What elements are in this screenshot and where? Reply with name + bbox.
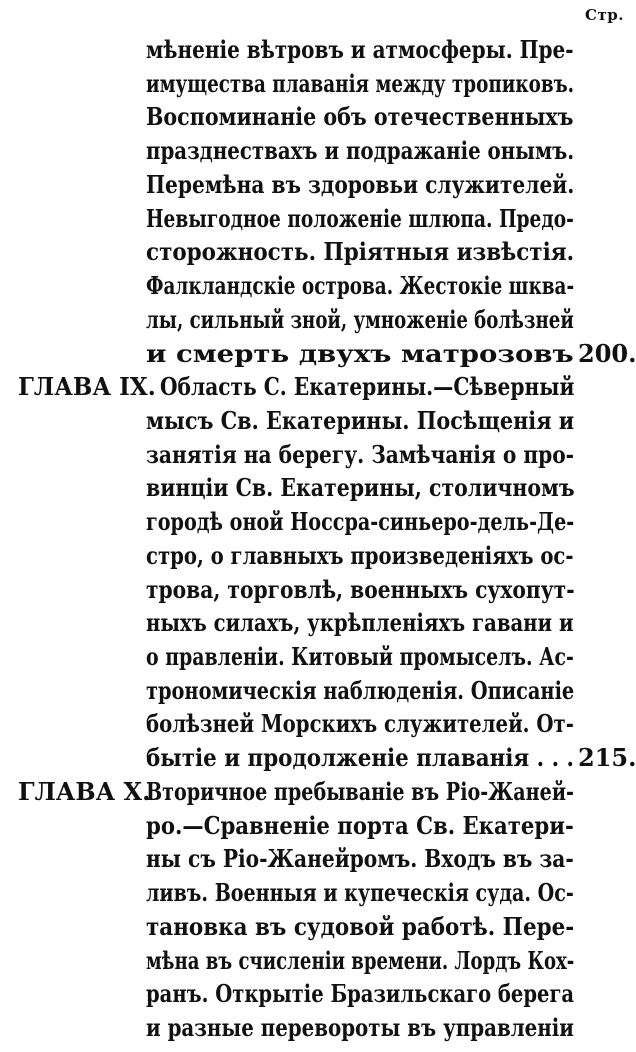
toc-line: ливъ. Военныя и купеческія суда. Ос- (146, 878, 574, 907)
toc-line: винціи Св. Екатерины, столичномъ (146, 473, 575, 502)
toc-line: ро.—Сравненіе порта Св. Екатери- (146, 811, 574, 840)
toc-line: ны съ Ріо-Жанейромъ. Входъ въ за- (146, 844, 574, 873)
toc-line: городѣ оной Носсра-синьеро-дель-Де- (146, 507, 575, 536)
toc-line: и смерть двухъ матрозовъ (146, 339, 574, 368)
toc-line: Фалкландскіе острова. Жестокіе шква- (146, 271, 575, 300)
toc-line: Воспоминаніе объ отечественныхъ (146, 102, 574, 131)
toc-line: и разные перевороты въ управленіи (146, 1013, 574, 1042)
toc-line: занятія на берегу. Замѣчанія о про- (146, 440, 575, 469)
page-number: 215. (578, 743, 636, 772)
page-number: 200. (578, 339, 636, 368)
toc-line: сторожность. Пріятныя извѣстія. (146, 237, 575, 266)
toc-line: тановка въ судовой работѣ. Пере- (146, 912, 575, 941)
toc-line: бытіе и продолженіе плаванія . . . (146, 743, 574, 772)
toc-line: трова, торговлѣ, военныхъ сухопут- (146, 575, 575, 604)
toc-line: ныхъ силахъ, укрѣпленіяхъ гавани и (146, 608, 574, 637)
toc-line: ранъ. Открытіе Бразильскаго берега (146, 979, 575, 1008)
toc-line: стро, о главныхъ произведеніяхъ ос- (146, 541, 574, 570)
toc-line: трономическія наблюденія. Описаніе (146, 676, 575, 705)
toc-line: болѣзней Морскихъ служителей. От- (146, 709, 574, 738)
chapter-label: ГЛАВА X. (18, 777, 151, 806)
toc-line: мѣна въ счисленіи времени. Лордъ Кох- (146, 946, 575, 975)
page-column-header: Стр. (585, 6, 624, 24)
toc-line: Область С. Екатерины.—Сѣверный (160, 372, 575, 401)
toc-line: лы, сильный зной, умноженіе болѣзней (146, 305, 574, 334)
toc-line: имущества плаванія между тропиковъ. (146, 69, 575, 98)
toc-line: о правленіи. Китовый промыселъ. Ас- (146, 642, 574, 671)
toc-line: Невыгодное положеніе шлюпа. Предо- (146, 204, 574, 233)
toc-line: Перемѣна въ здоровьи служителей. (146, 170, 575, 199)
toc-line: мысъ Св. Екатерины. Посѣщенія и (146, 406, 575, 435)
toc-line: мѣненіе вѣтровъ и атмосферы. Пре- (146, 35, 574, 64)
toc-line: Вторичное пребываніе въ Ріо-Жаней- (146, 777, 574, 806)
chapter-label: ГЛАВА IX. (18, 372, 156, 401)
toc-line: празднествахъ и подражаніе онымъ. (146, 136, 575, 165)
